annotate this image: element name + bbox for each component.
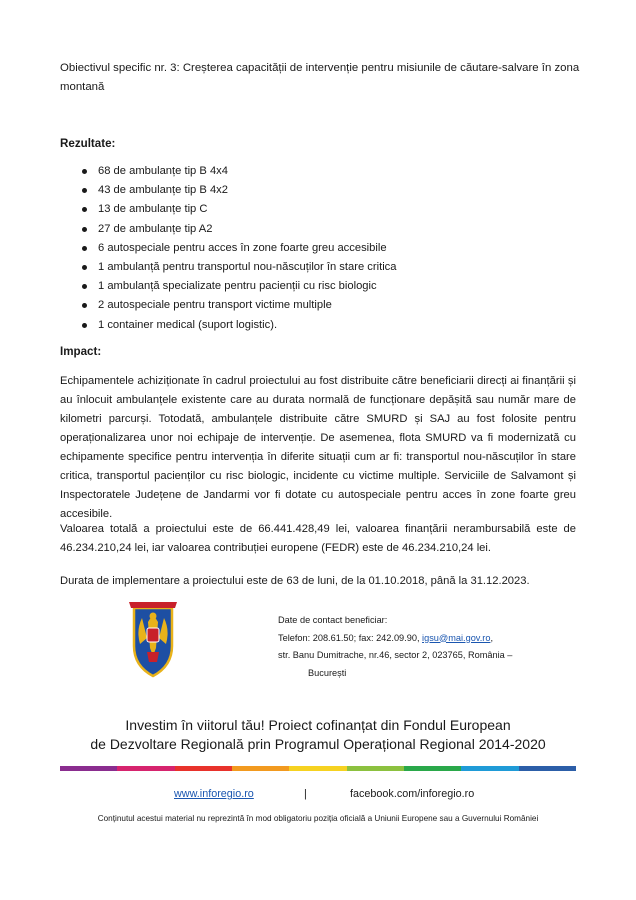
contact-heading: Date de contact beneficiar: bbox=[278, 615, 388, 625]
list-item: 13 de ambulanțe tip C bbox=[60, 200, 580, 219]
contact-block bbox=[248, 612, 524, 682]
list-item: 1 ambulanță pentru transportul nou-născuților în stare critica bbox=[60, 258, 580, 277]
list-item: 6 autospeciale pentru acces în zone foarte greu accesibile bbox=[60, 239, 580, 258]
slogan-line-2: de Dezvoltare Regională prin Programul Operațional Regional 2014-2020 bbox=[90, 736, 546, 752]
bullet-icon bbox=[82, 227, 87, 232]
stripe-segment bbox=[404, 766, 461, 771]
coat-of-arms-icon bbox=[127, 600, 179, 680]
bullet-icon bbox=[82, 284, 87, 289]
objective-text: Obiectivul specific nr. 3: Creșterea capacității de intervenție pentru misiunile de căutare-salvare în zona montană bbox=[60, 62, 580, 93]
stripe-segment bbox=[347, 766, 404, 771]
stripe-segment bbox=[461, 766, 518, 771]
funding-slogan bbox=[60, 716, 576, 754]
contact-address: str. Banu Dumitrache, nr.46, sector 2, 023765, România – bbox=[278, 650, 513, 660]
stripe-segment bbox=[60, 766, 117, 771]
bullet-icon bbox=[82, 207, 87, 212]
list-item: 2 autospeciale pentru transport victime multiple bbox=[60, 296, 580, 315]
stripe-segment bbox=[519, 766, 576, 771]
bullet-icon bbox=[82, 246, 87, 251]
contact-email-link[interactable]: igsu@mai.gov.ro bbox=[422, 632, 491, 643]
list-item: 1 ambulanță specializate pentru pacienții cu risc biologic bbox=[60, 277, 580, 296]
impact-heading: Impact: bbox=[60, 345, 102, 358]
results-list bbox=[60, 162, 580, 335]
slogan-line-1: Investim în viitorul tău! Proiect cofinanțat din Fondul European bbox=[125, 717, 511, 733]
stripe-segment bbox=[232, 766, 289, 771]
color-stripe bbox=[60, 766, 576, 771]
facebook-link[interactable]: facebook.com/inforegio.ro bbox=[350, 788, 475, 800]
bullet-icon bbox=[82, 169, 87, 174]
stripe-segment bbox=[175, 766, 232, 771]
disclaimer-text: Conținutul acestui material nu reprezintă în mod obligatoriu poziția oficială a Uniunii Europene sau a Guvernului României bbox=[97, 814, 539, 823]
list-item: 68 de ambulanțe tip B 4x4 bbox=[60, 162, 580, 181]
contact-phone: Telefon: 208.61.50; fax: 242.09.90, bbox=[278, 632, 423, 643]
stripe-segment bbox=[117, 766, 174, 771]
list-item: 1 container medical (suport logistic). bbox=[60, 316, 580, 335]
contact-phone-line: Telefon: 208.61.50; fax: 242.09.90, igsu@mai.gov.ro, bbox=[278, 632, 493, 643]
bullet-icon bbox=[82, 188, 87, 193]
bullet-icon bbox=[82, 265, 87, 270]
list-item: 43 de ambulanțe tip B 4x2 bbox=[60, 181, 580, 200]
results-heading: Rezultate: bbox=[60, 137, 116, 150]
website-link[interactable]: www.inforegio.ro bbox=[174, 788, 254, 800]
contact-city: București bbox=[308, 667, 347, 678]
impact-paragraph: Echipamentele achiziționate în cadrul proiectului au fost distribuite către beneficiarii direcți ai finanțării și au înlocuit ambulanțele existente care au durata normală de funcționare depășită sau număr mare de kilometri parcurși. Totodată, ambulanțele distribuite către SMURD și SAJ au fost folosite pentru operaționalizarea unor noi echipaje de intervenție. De asemenea, flota SMURD va fi modernizată cu echipamente specifice pentru intervenția în diferite situații cum ar fi: transportul nou-născuților în stare critica, transportul pacienților cu risc biologic, incidente cu victime multiple. Serviciile de Salvamont și Inspectoratele Județene de Jandarmi vor fi dotate cu autospeciale pentru acces în zone foarte greu accesibile. bbox=[60, 375, 576, 520]
bullet-icon bbox=[82, 323, 87, 328]
duration-paragraph: Durata de implementare a proiectului este de 63 de luni, de la 01.10.2018, până la 31.12.2023. bbox=[60, 575, 530, 587]
value-paragraph: Valoarea totală a proiectului este de 66.441.428,49 lei, valoarea finanțării nerambursabilă este de 46.234.210,24 lei, iar valoarea contribuției europene (FEDR) este de 46.234.210,24 lei. bbox=[60, 523, 576, 554]
stripe-segment bbox=[289, 766, 346, 771]
bullet-icon bbox=[82, 303, 87, 308]
list-item: 27 de ambulanțe tip A2 bbox=[60, 220, 580, 239]
footer-separator: | bbox=[304, 788, 307, 800]
